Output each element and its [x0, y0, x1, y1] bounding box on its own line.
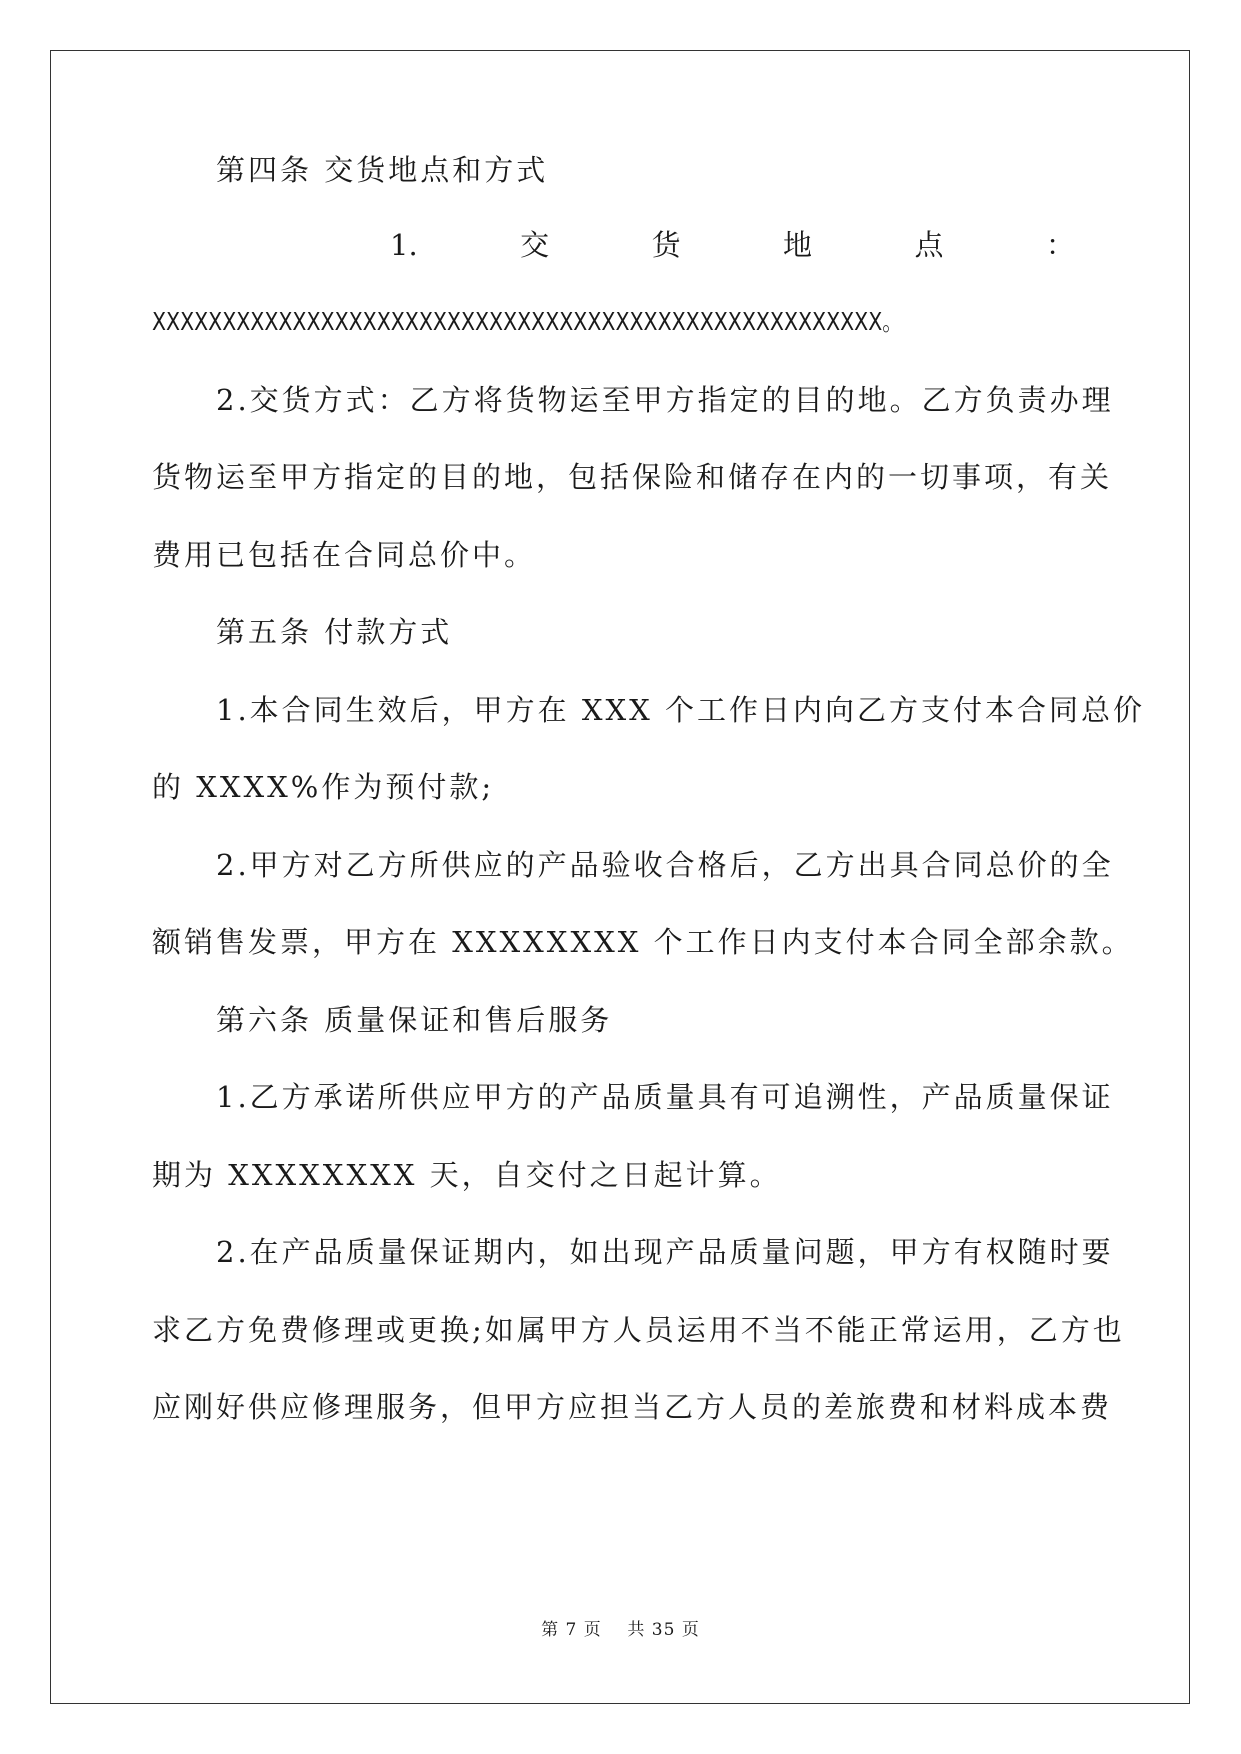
article-6-heading: 第六条 质量保证和售后服务: [216, 1003, 613, 1037]
delivery-method-line-2: 货物运至甲方指定的目的地，包括保险和储存在内的一切事项，有关: [152, 460, 1113, 494]
quality-clause-1-line-1: 1.乙方承诺所供应甲方的产品质量具有可追溯性，产品质量保证: [216, 1080, 1114, 1114]
delivery-place-colon: ：: [1045, 228, 1075, 262]
quality-clause-2-line-1: 2.在产品质量保证期内，如出现产品质量问题，甲方有权随时要: [216, 1235, 1114, 1269]
payment-clause-2-line-2: 额销售发票，甲方在 XXXXXXXX 个工作日内支付本合同全部余款。: [152, 925, 1134, 959]
page-number-footer: 第 7 页 共 35 页: [541, 1620, 700, 1640]
quality-clause-2-line-3: 应刚好供应修理服务，但甲方应担当乙方人员的差旅费和材料成本费: [152, 1390, 1113, 1424]
delivery-method-line-3: 费用已包括在合同总价中。: [152, 538, 537, 572]
delivery-place-char: 货: [651, 228, 681, 262]
delivery-place-char: 地: [783, 228, 813, 262]
payment-clause-2-line-1: 2.甲方对乙方所供应的产品验收合格后，乙方出具合同总价的全: [216, 848, 1114, 882]
payment-clause-1-line-1: 1.本合同生效后，甲方在 XXX 个工作日内向乙方支付本合同总价: [216, 693, 1146, 727]
quality-clause-2-line-2: 求乙方免费修理或更换;如属甲方人员运用不当不能正常运用，乙方也: [152, 1313, 1125, 1347]
article-5-heading: 第五条 付款方式: [216, 615, 453, 649]
delivery-place-char: 点: [914, 228, 944, 262]
quality-clause-1-line-2: 期为 XXXXXXXX 天，自交付之日起计算。: [152, 1158, 782, 1192]
delivery-place-line: [390, 225, 1075, 265]
delivery-place-number: 1.: [390, 228, 418, 262]
article-4-heading: 第四条 交货地点和方式: [216, 153, 549, 187]
delivery-method-line-1: 2.交货方式：乙方将货物运至甲方指定的目的地。乙方负责办理: [216, 383, 1114, 417]
delivery-place-char: 交: [520, 228, 550, 262]
delivery-place-value: XXXXXXXXXXXXXXXXXXXXXXXXXXXXXXXXXXXXXXXXXXXXXXXXXXXX。: [152, 307, 903, 336]
payment-clause-1-line-2: 的 XXXX%作为预付款;: [152, 770, 495, 804]
